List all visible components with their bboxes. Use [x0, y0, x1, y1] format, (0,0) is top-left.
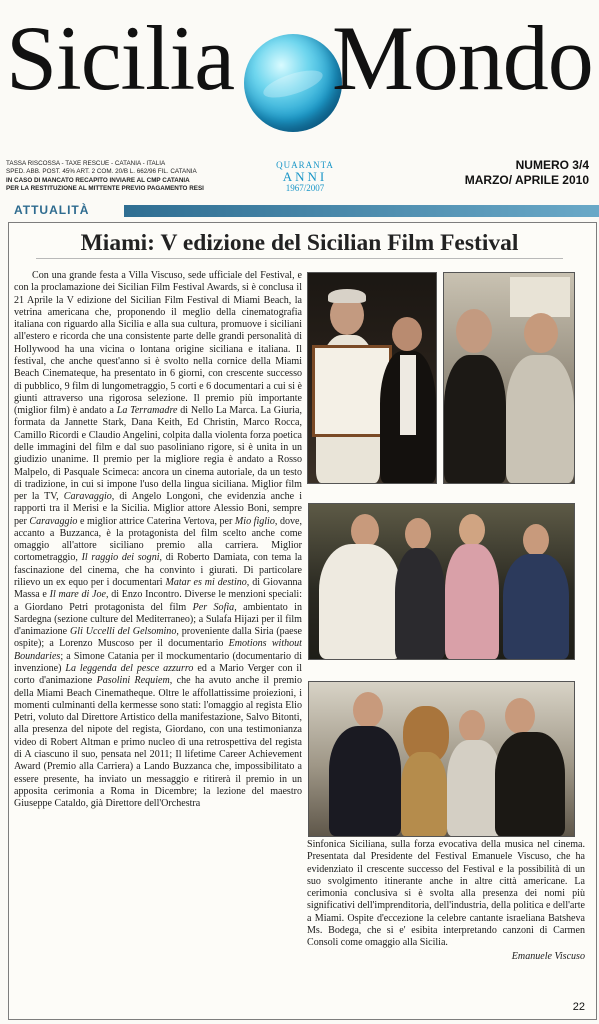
text-run: Con una grande festa a Villa Viscuso, sede ufficiale del Festival, e con la proclamazione dei Sicilian Film Festival Awards, si è conclusa il 21 Aprile la V edizione del Sicilian Film Festival di Miami Beach, la vetrina americana che, proponendo il meglio della cinematografia italiana con riguardo alla Sicilia e alla sua cultura, promuove i siciliani all'estero e ricorda che una consistente parte delle grandi personalità di Hollywood ha una vicina o lontana origine siciliana e italiana. Il festival, che anche quest'anno si è svolto nella cornice della Miami Beach Cinemateque, ha presentato in 6 giorni, con crescente successo di pubblico, 9 film di lungometraggio, 5 corti e 6 documentari a cui si è giunti attraverso una rigorosa selezione. Il premio più importante (miglior film) è andato a [14, 270, 302, 417]
photo-group-ceremony [308, 681, 575, 837]
postal-line: SPED. ABB. POST. 45% ART. 2 COM. 20/B L. 662/96 FIL. CATANIA [6, 168, 197, 176]
person-head [456, 309, 492, 353]
postal-line: TASSA RISCOSSA - TAXE RESCUE - CATANIA - ITALIA [6, 160, 166, 167]
film-title: Caravaggio [63, 491, 112, 503]
person-head [405, 518, 431, 550]
article-continuation [307, 839, 585, 963]
globe-logo-icon [244, 34, 342, 132]
text-run: di Nello La Marca. La Giuria, formata da Jannette Stark, Dana Keith, Ed Christin, Marco Rocca, Camillo Ricordi e Claudio Angelini, colpita dalla violenta forza poetica delle immagini del film e dal suo pasoliniano rigore, si è unita in un giudizio unanime. Il premio per la migliore regia è andato a Rosso Malpelo, di Pasquale Scimeca: ancora un cinema autoriale, da un testo di tradizione, in cui si impone l'uso della lingua siciliana. Miglior film per la TV, [14, 405, 302, 503]
film-title: La Terramadre [116, 405, 178, 417]
article-paragraph: Sinfonica Siciliana, sulla forza evocativa della musica nel cinema. Presentata dal Presidente del Festival Emanuele Viscuso, che ha evidenziato il crescente successo del Festival e la possibilità di un suo svolgimento itinerante anche in altre città americane. La cerimonia conclusiva si è svolta alla presenza dei nomi più significativi dell'imprenditoria, dell'industria, della politica e dell'arte a Miami. Ospite d'eccezione la celebre cantante israeliana Batsheva Ms. Bodega, che si e' esibita interpretando canzoni di Carmen Consoli come omaggio alla Sicilia. [307, 839, 585, 949]
photo-group-four [308, 503, 575, 660]
person-body [506, 355, 574, 483]
text-run: ; a Simone Catania per il mockumentario (documentario di invenzione) [14, 650, 302, 674]
anniversary-badge [262, 160, 348, 193]
headline-divider [36, 258, 563, 259]
person-head [523, 524, 549, 556]
section-rule [124, 205, 599, 217]
section-header [6, 202, 595, 218]
article-body [14, 270, 302, 1006]
anniversary-line: ANNI [282, 169, 328, 184]
text-run: ed a Mario Verger con il corto d'animazione [14, 663, 302, 687]
postal-line: PER LA RESTITUZIONE AL MITTENTE PREVIO PAGAMENTO RESI [6, 185, 204, 193]
text-run: , di Enzo Incontro. Diverse le menzioni speciali: a Giordano Petri protagonista del film [14, 589, 302, 613]
film-title: La leggenda del pesce azzurro [65, 663, 194, 674]
film-title: Il mare di Joe [49, 589, 106, 601]
person-head [459, 514, 485, 546]
page-number: 22 [572, 1001, 585, 1013]
masthead-title-right: Mondo [332, 7, 593, 109]
text-run: , di Giovanna Massa e [14, 577, 302, 601]
person-body [503, 554, 569, 659]
person-body [447, 740, 501, 836]
photo-award-presentation [307, 272, 437, 484]
film-title: Mio figlio [234, 515, 275, 527]
film-title: Caravaggio [29, 515, 78, 527]
person-body [395, 548, 445, 659]
article-paragraph [14, 270, 302, 810]
person-body [401, 752, 447, 836]
person-head [392, 317, 422, 351]
postal-notice [6, 160, 276, 194]
person-body [329, 726, 401, 836]
masthead-title-left: Sicilia [6, 7, 235, 109]
text-run: , di Angelo Longoni, che evidenzia anche i rapporti tra il Merisi e la Sicilia. Miglior attore Alessio Boni, sempre per [14, 491, 302, 527]
shirt [400, 355, 416, 435]
postal-line: IN CASO DI MANCATO RECAPITO INVIARE AL CMP CATANIA [6, 176, 190, 184]
text-run: , di Roberto Damiata, con tema la fascinazione del cinema, che ha convinto i giurati. Di particolare rilievo un ex equo per i documentari [14, 552, 302, 589]
section-label: ATTUALITÀ [14, 203, 90, 217]
text-run: , che ha avuto anche il premio della Miami Beach Cinematheque. Oltre le affollattissime proiezioni, i momenti culminanti della kermesse sono stati: l'omaggio al regista Elio Petri, voluto dal Direttore Artistico della manifestazione, Salvo Bitonti, alla presenza del nipote del regista, Giordano, con una testimonianza video di Robert Altman e primo nucleo di una retrospettiva del regista di A ciascuno il suo, pensata nel 2011; Il lifetime Career Achievement Award (Premio alla Carriera) a Lando Buzzanca che, impossibilitato a essere presente, ha inviato un messaggio e ritirerà il premio in un apposita cerimonia a Roma in Dicembre; la lezione del maestro Giuseppe Cataldo, già Direttore dell'Orchestra [14, 675, 302, 810]
film-title: Per Sofia [192, 601, 235, 613]
festival-poster [510, 277, 570, 317]
person-body [445, 544, 499, 659]
person-head [505, 698, 535, 734]
anniversary-line: QUARANTA [276, 160, 334, 170]
film-title: Il raggio dei sogni [81, 552, 160, 564]
issue-number: NUMERO 3/4 [515, 158, 589, 172]
film-title: Pasolini Requiem [96, 675, 170, 687]
text-run: e miglior attrice Caterina Vertova, per [77, 515, 235, 527]
person-body [444, 355, 506, 483]
anniversary-years: 1967/2007 [285, 183, 325, 193]
text-run: , dove, accanto a Buzzanca, è la protagonista del film scelto anche come omaggio all'attore siciliano premio alla carriera. Miglior cortometraggio, [14, 515, 302, 564]
article-author: Emanuele Viscuso [511, 950, 585, 962]
text-run: , proveniente dalla Siria (paese ospite); a Lorenzo Muscoso per il documentario [14, 626, 302, 650]
photo-two-men [443, 272, 575, 484]
film-title: Matar es mi destino [165, 577, 247, 589]
film-title: Emotions without Boundaries [14, 638, 302, 662]
person-head [353, 692, 383, 728]
person-head [459, 710, 485, 742]
article-headline: Miami: V edizione del Sicilian Film Festival [80, 230, 519, 256]
issue-info [465, 158, 589, 188]
text-run: , ambientato in Sardegna (sezione culture del Mediterraneo); a Sulafa Hijazi per il film d'animazione [14, 601, 302, 638]
person-body [495, 732, 565, 836]
person-hair [328, 289, 366, 303]
person-head [351, 514, 379, 548]
issue-date: MARZO/ APRILE 2010 [464, 173, 589, 187]
film-title: Gli Uccelli del Gelsomino [70, 626, 177, 638]
person-head [524, 313, 558, 353]
person-body [319, 544, 401, 659]
masthead [0, 0, 599, 150]
